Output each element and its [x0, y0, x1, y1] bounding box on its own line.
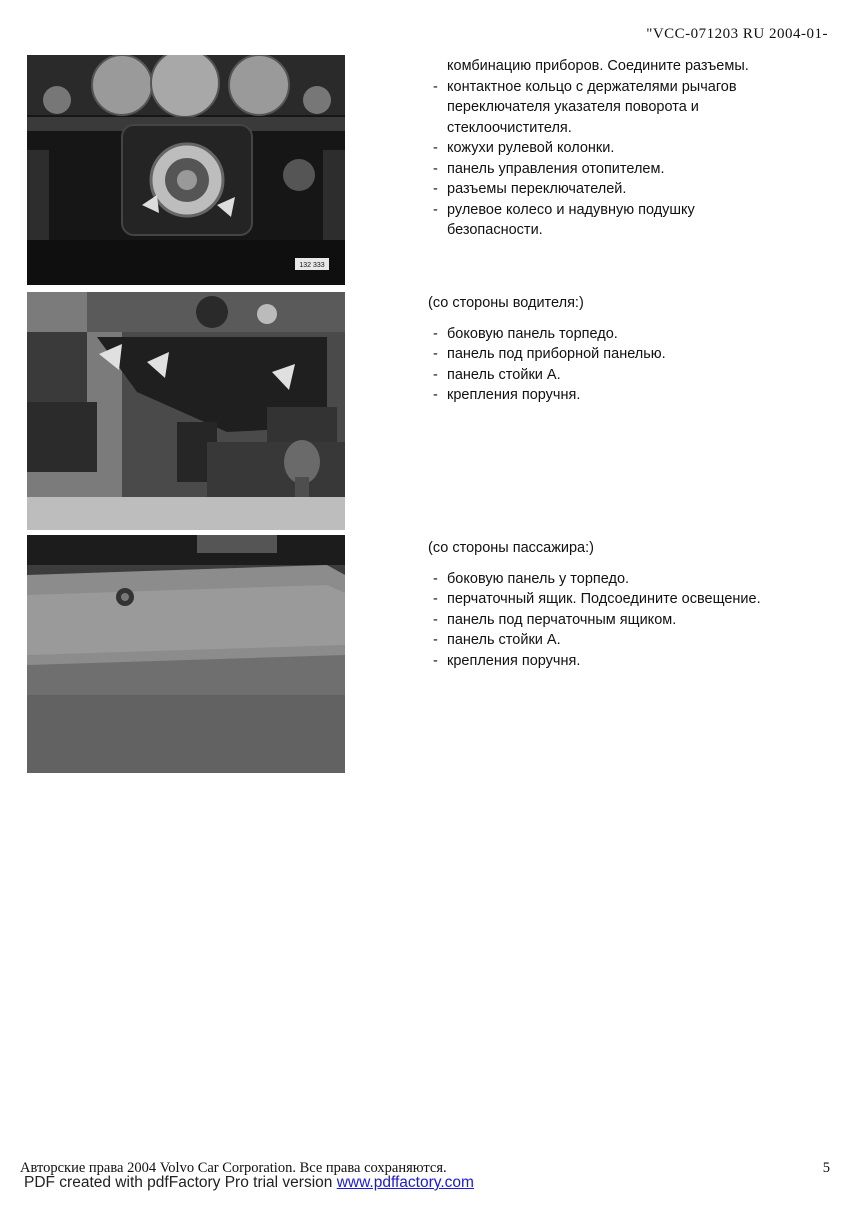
- pdffactory-link[interactable]: www.pdffactory.com: [336, 1174, 474, 1191]
- section-intro: (со стороны пассажира:): [428, 540, 594, 556]
- pdf-creator-text: PDF created with pdfFactory Pro trial version: [24, 1174, 337, 1191]
- page-number: 5: [822, 1160, 830, 1176]
- list-item: - боковую панель у торпедо.: [428, 569, 828, 590]
- list-item: безопасности.: [447, 222, 543, 238]
- copyright-notice: Авторские права 2004 Volvo Car Corporation. Все права сохраняются.: [20, 1160, 447, 1176]
- removal-list-passenger: [428, 569, 828, 672]
- photo-steering-column: [27, 55, 345, 285]
- list-item: - крепления поручня.: [428, 651, 828, 672]
- list-item: переключателя указателя поворота и: [447, 99, 699, 115]
- removal-list-driver: [428, 324, 828, 406]
- section-driver-side: [428, 293, 828, 406]
- list-item: - разъемы переключателей.: [428, 179, 828, 200]
- list-item: - панель под перчаточным ящиком.: [428, 610, 828, 631]
- document-id: "VCC-071203 RU 2004-01-: [646, 26, 828, 42]
- photo-passenger-side-image: [27, 535, 345, 773]
- list-item: - панель стойки А.: [428, 630, 828, 651]
- section-intro: (со стороны водителя:): [428, 295, 584, 311]
- pdf-creator-notice: [24, 1174, 474, 1192]
- section-passenger-side: [428, 538, 828, 671]
- list-item: - панель стойки А.: [428, 365, 828, 386]
- photo-driver-side: [27, 292, 345, 530]
- list-item: - крепления поручня.: [428, 385, 828, 406]
- photo-passenger-side: [27, 535, 345, 773]
- list-item: - панель под приборной панелью.: [428, 344, 828, 365]
- list-item: - панель управления отопителем.: [428, 159, 828, 180]
- section-steering-column: [428, 56, 828, 241]
- list-item: стеклоочистителя.: [447, 119, 572, 136]
- list-item: - перчаточный ящик. Подсоедините освещение.: [428, 589, 828, 610]
- list-item: - контактное кольцо с держателями рычагов: [428, 77, 828, 98]
- list-item: комбинацию приборов. Соедините разъемы.: [447, 58, 749, 74]
- list-item: - боковую панель торпедо.: [428, 324, 828, 345]
- list-item: - рулевое колесо и надувную подушку: [428, 200, 828, 221]
- photo-label: 132 333: [299, 262, 325, 269]
- photo-steering-column-image: [27, 55, 345, 285]
- photo-driver-side-image: [27, 292, 345, 530]
- removal-list-steering: [428, 56, 828, 241]
- list-item: - кожухи рулевой колонки.: [428, 138, 828, 159]
